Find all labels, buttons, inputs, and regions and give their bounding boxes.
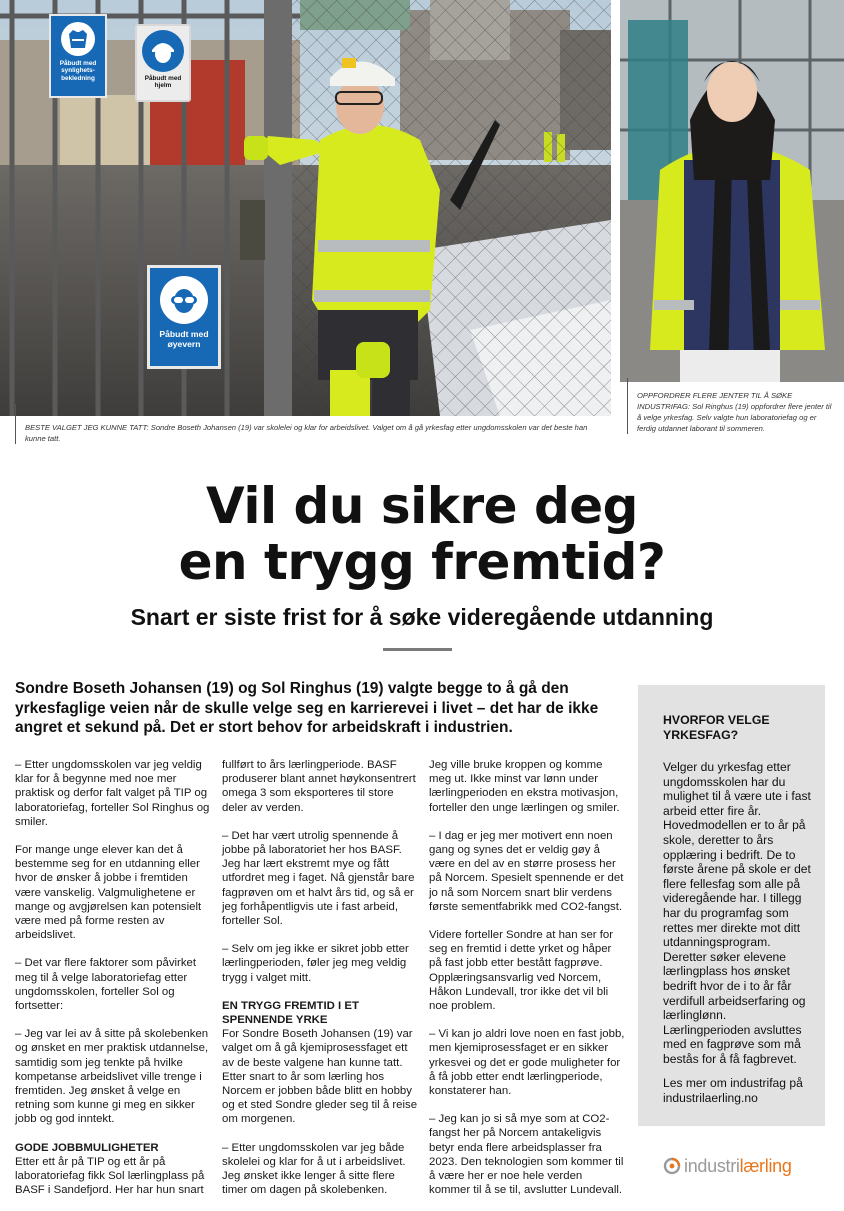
sign-label: hjelm bbox=[154, 82, 172, 90]
sign-eye-protection bbox=[147, 265, 221, 369]
paragraph: – Etter ungdomsskolen var jeg både skolelei og klar for å ut i arbeidslivet. Jeg ønsket ikke lenger å sitte flere timer om dagen på skolebenken. bbox=[222, 1141, 406, 1197]
paragraph: – Etter ungdomsskolen var jeg veldig klar for å begynne med noe mer praktisk og derfor falt valget på TIP og laboratoriefag, forteller Sol Ringhus og smiler. bbox=[15, 759, 210, 828]
brand-logo bbox=[662, 1153, 792, 1179]
brand-name-part: lærling bbox=[739, 1155, 792, 1176]
paragraph: Videre forteller Sondre at han ser for seg en fremtid i dette yrket og håper på fast jobb etter bestått fagprøve. Opplæringsansvarlig ved Norcem, Håkon Lundevall, tror ikke det vil bli noe problem. bbox=[429, 929, 614, 1013]
sign-label: Påbudt med bbox=[159, 329, 209, 339]
article-column-2 bbox=[222, 758, 418, 1211]
brand-name-part: industri bbox=[684, 1155, 740, 1176]
info-box bbox=[638, 685, 825, 1126]
caption-text: Sondre Boseth Johansen (19) var skolelei og klar for arbeidslivet. Valget om å gå yrkesfag etter ungdomsskolen var det beste han kunne tatt. bbox=[25, 423, 588, 443]
caption-lead: OPPFORDRER FLERE JENTER TIL Å SØKE INDUSTRIFAG: bbox=[637, 391, 793, 411]
paragraph: – Selv om jeg ikke er sikret jobb etter lærlingperioden, føler jeg meg veldig trygg i valget mitt. bbox=[222, 943, 409, 984]
paragraph: – Jeg var lei av å sitte på skolebenken og ønsket en mer praktisk utdannelse, samtidig som jeg tenkte på hvilke kompetanse arbeidslivet ville trenge i fremtiden. Jeg ønsket å velge en retning som kunne gi meg en sikker jobb og god inntekt. bbox=[15, 1028, 209, 1126]
info-box-heading: HVORFOR VELGE YRKESFAG? bbox=[663, 713, 770, 742]
headline-line: Vil du sikre deg bbox=[206, 477, 638, 535]
info-box-body: Velger du yrkesfag etter ungdomsskolen har du mulighet til å være ute i fast arbeid etter fire år. Hovedmodellen er to år på skole, deretter to års opplæring i bedrift. De to første årene på skole er det flere fellesfag som alle på videregående har. I tillegg har du programfag som rettes mer direkte mot ditt utdanningsprogram. Deretter søker elevene lærlingplass hos ønsket bedrift hvor de i to år får verdifull arbeidserfaring og lærlinglønn. Lærlingperioden avsluttes med en fagprøve som må bestås for å få fagbrevet. bbox=[663, 760, 811, 1066]
paragraph: Etter ett år på TIP og ett år på laboratoriefag fikk Sol lærlingplass på BASF i Sandefjord. Her har hun snart bbox=[15, 1155, 205, 1197]
photo-laboratory-apprentice bbox=[620, 0, 844, 382]
paragraph: For mange unge elever kan det å bestemme seg for en utdanning eller hvor de ønsker å jobbe i fremtiden være vanskelig. Valgmulighetene er mange og avgjørelsen kan potensielt være med på forme resten av arbeidslivet. bbox=[15, 844, 202, 942]
caption-text: Sol Ringhus (19) oppfordrer flere jenter til å velge yrkesfag. Selv valgte hun laboratoriefag og er ferdig utdannet laborant til sommeren. bbox=[637, 402, 832, 433]
sign-label: Påbudt med bbox=[144, 75, 182, 82]
article-lead: Sondre Boseth Johansen (19) og Sol Ringhus (19) valgte begge to å gå den yrkesfaglige veien når de skulle velge seg en karrierevei i livet – det har de ikke angret et sekund på. Det er stort behov for arbeidskraft i industrien. bbox=[15, 680, 599, 736]
sign-helmet bbox=[135, 24, 191, 102]
paragraph: – Jeg kan jo si så mye som at CO2-fangst her på Norcem antakeligvis betyr enda flere arbeidsplasser fra 2023. Den teknologien som kommer til å være her er noe hele verden kommer til å se til, avslutter Lundevall. bbox=[429, 1113, 624, 1197]
paragraph: Jeg ville bruke kroppen og komme meg ut. Ikke minst var lønn under lærlingperioden en ekstra motivasjon, forteller den unge lærlingen og smiler. bbox=[429, 759, 620, 814]
info-box-more-link[interactable]: Les mer om industrifag på industrilaerling.no bbox=[663, 1076, 803, 1106]
caption-lead: BESTE VALGET JEG KUNNE TATT: bbox=[25, 423, 149, 432]
headline-line: en trygg fremtid? bbox=[178, 533, 666, 591]
helmet-icon bbox=[142, 30, 184, 72]
goggles-icon bbox=[160, 276, 208, 324]
paragraph: – Vi kan jo aldri love noen en fast jobb, men kjemiprosessfaget er en sikker yrkesvei og det er gode muligheter for å få jobb etter endt lærlingperiode, konstaterer han. bbox=[429, 1028, 625, 1098]
paragraph: – I dag er jeg mer motivert enn noen gang og synes det er veldig gøy å være en del av en større prosess her på Norcem. Spesielt spennende er det jo nå som Norcem snart blir verdens første sementfabrikk med CO2-fangst. bbox=[429, 829, 624, 913]
gear-logo-icon bbox=[662, 1156, 682, 1176]
paragraph: – Det har vært utrolig spennende å jobbe på laboratoriet her hos BASF. Jeg har lært ekstremt mye og fått utfordret meg i faget. Nå gjenstår bare fagprøven om et halvt års tid, og så er jeg forhåpentligvis ute i fast arbeid, forteller Sol. bbox=[222, 829, 415, 928]
divider bbox=[383, 648, 452, 651]
section-heading: EN TRYGG FREMTID I ET SPENNENDE YRKE bbox=[222, 999, 359, 1027]
sign-label: bekledning bbox=[61, 74, 95, 82]
vest-icon bbox=[61, 22, 95, 56]
paragraph: fullført to års lærlingperiode. BASF produserer blant annet høykonsentrert omega 3 som eksporteres til store deler av verden. bbox=[222, 759, 416, 814]
sign-label: synlighets- bbox=[61, 67, 95, 75]
section-heading: GODE JOBBMULIGHETER bbox=[15, 1141, 159, 1154]
article-column-3 bbox=[429, 758, 625, 1211]
sign-label: Påbudt med bbox=[59, 60, 97, 67]
photo-worker-at-fence bbox=[0, 0, 611, 416]
article-column-1 bbox=[15, 758, 211, 1211]
headline bbox=[0, 478, 844, 590]
sign-visibility-clothing bbox=[49, 14, 107, 98]
paragraph: For Sondre Boseth Johansen (19) var valget om å gå kjemiprosessfaget ett av de beste valgene han kunne tatt. Etter snart to år som lærling hos Norcem er jobben både blitt en hobby og et sted Sondre gleder seg til å reise om morgenen. bbox=[222, 1028, 418, 1126]
photo-caption-right bbox=[627, 378, 837, 434]
photo-caption-left bbox=[15, 404, 605, 444]
sign-label: øyevern bbox=[167, 338, 201, 349]
paragraph: – Det var flere faktorer som påvirket meg til å velge laboratoriefag etter ungdomsskolen, forteller Sol og fortsetter: bbox=[15, 957, 197, 1013]
subheadline: Snart er siste frist for å søke videregående utdanning bbox=[130, 604, 714, 630]
